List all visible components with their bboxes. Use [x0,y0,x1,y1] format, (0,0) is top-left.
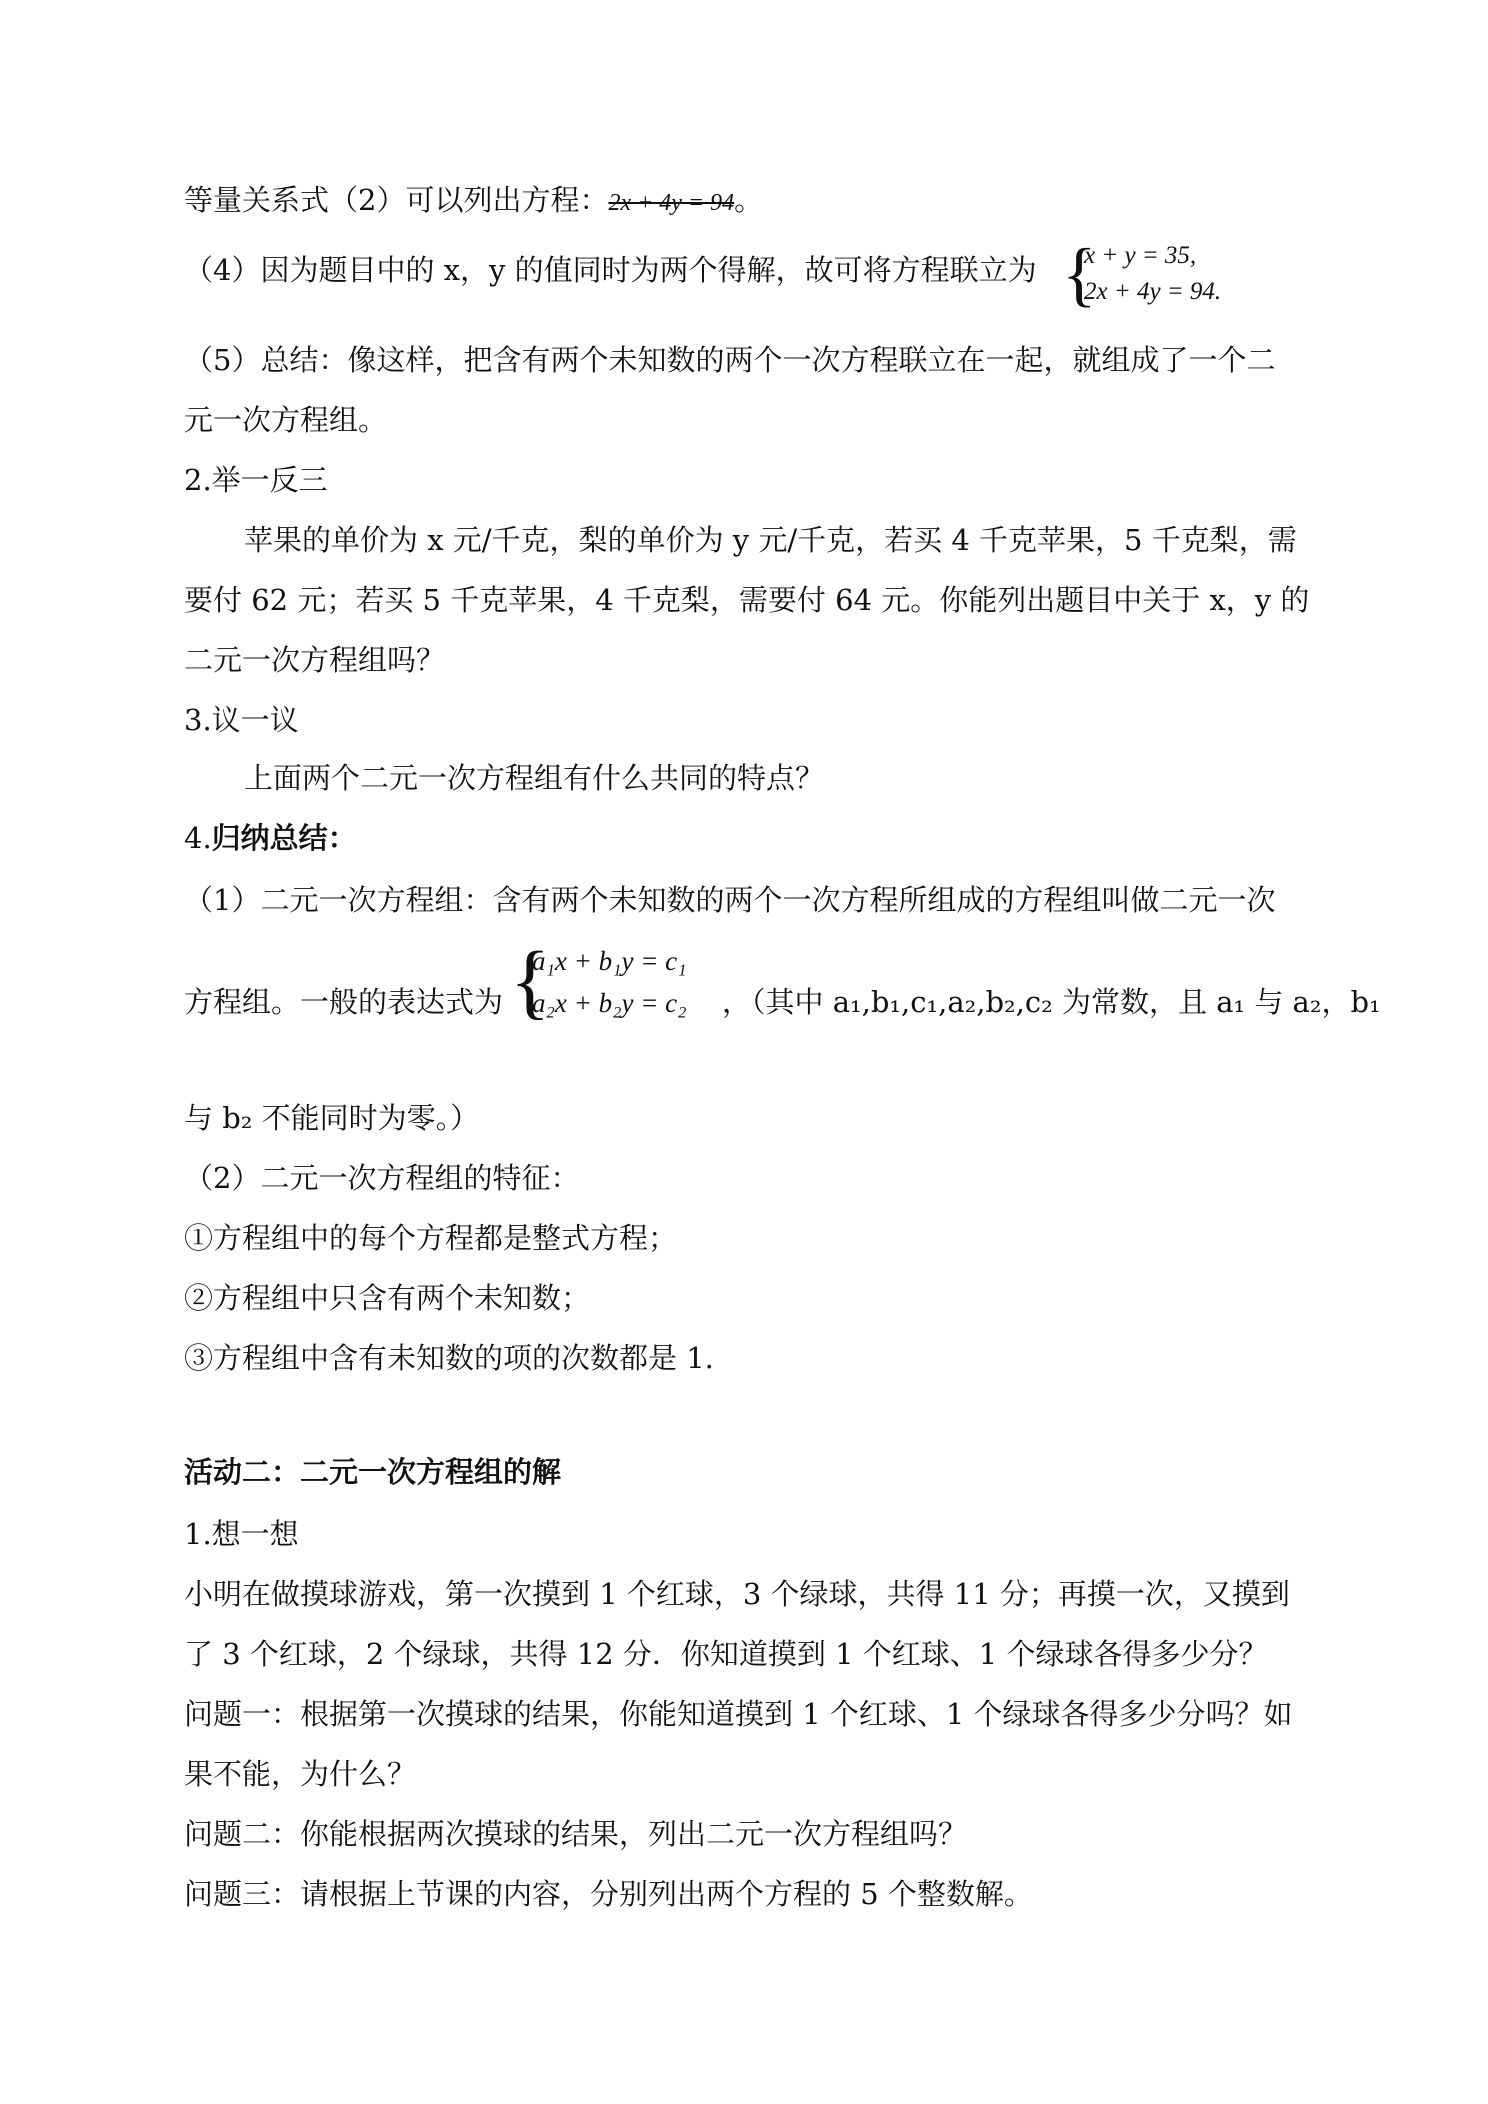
equation: 2x + 4y = 94 [608,190,735,216]
paragraph: 小明在做摸球游戏，第一次摸到 1 个红球，3 个绿球，共得 11 分；再摸一次，又摸到 [184,1577,1290,1611]
section-number: 4. [184,821,212,855]
brace-icon: { [1062,234,1097,314]
system-eq-1: x + y = 35, [1084,242,1197,269]
question: 问题一：根据第一次摸球的结果，你能知道摸到 1 个红球、1 个绿球各得多少分吗？如 [184,1697,1293,1731]
activity-title: 活动二：二元一次方程组的解 [184,1455,562,1489]
paragraph: 要付 62 元；若买 5 千克苹果，4 千克梨，需要付 64 元。你能列出题目中关于 x，y 的 [184,583,1310,617]
system-eq-1: a₁x + b₁y = c₁ [532,946,687,976]
list-item: ①方程组中的每个方程都是整式方程； [184,1221,678,1255]
question: 问题二：你能根据两次摸球的结果，列出二元一次方程组吗？ [184,1817,968,1851]
section-title [184,818,357,858]
paragraph-summary-2: 元一次方程组。 [184,403,388,437]
list-item: ③方程组中含有未知数的项的次数都是 1. [184,1341,714,1375]
equation-system [1062,234,1222,314]
text: 方程组。一般的表达式为 [184,985,504,1019]
paragraph: 苹果的单价为 x 元/千克，梨的单价为 y 元/千克，若买 4 千克苹果，5 千克梨，需 [244,523,1297,557]
paragraph: （1）二元一次方程组：含有两个未知数的两个一次方程所组成的方程组叫做二元一次 [184,883,1276,917]
question: 果不能，为什么？ [184,1757,417,1791]
equation-system [510,935,687,1028]
question: 问题三：请根据上节课的内容，分别列出两个方程的 5 个整数解。 [184,1877,1033,1911]
list-item: ②方程组中只含有两个未知数； [184,1281,591,1315]
paragraph-system [184,234,1222,320]
text: （4）因为题目中的 x，y 的值同时为两个得解，故可将方程联立为 [184,253,1037,287]
paragraph-equation-2 [184,180,763,223]
brace-icon: { [510,935,551,1028]
text: ，（其中 a₁,b₁,c₁,a₂,b₂,c₂ 为常数，且 a₁ 与 a₂，b₁ [722,985,1381,1019]
paragraph: 了 3 个红球，2 个绿球，共得 12 分．你知道摸到 1 个红球、1 个绿球各得多少分？ [184,1637,1268,1671]
section-heading: 归纳总结： [211,821,357,855]
paragraph: 二元一次方程组吗？ [184,643,446,677]
section-title: 3.议一议 [184,703,299,737]
system-eq-2: 2x + 4y = 94. [1084,278,1222,305]
paragraph: 上面两个二元一次方程组有什么共同的特点？ [244,761,825,795]
system-eq-2: a₂x + b₂y = c₂ [532,988,687,1018]
text: 等量关系式（2）可以列出方程： [184,183,609,217]
paragraph: 与 b₂ 不能同时为零。） [184,1101,480,1135]
text: 。 [734,183,764,217]
section-title: 2.举一反三 [184,463,328,497]
paragraph-summary-1: （5）总结：像这样，把含有两个未知数的两个一次方程联立在一起，就组成了一个二 [184,343,1276,377]
section-title: 1.想一想 [184,1517,299,1551]
paragraph: （2）二元一次方程组的特征： [184,1161,580,1195]
